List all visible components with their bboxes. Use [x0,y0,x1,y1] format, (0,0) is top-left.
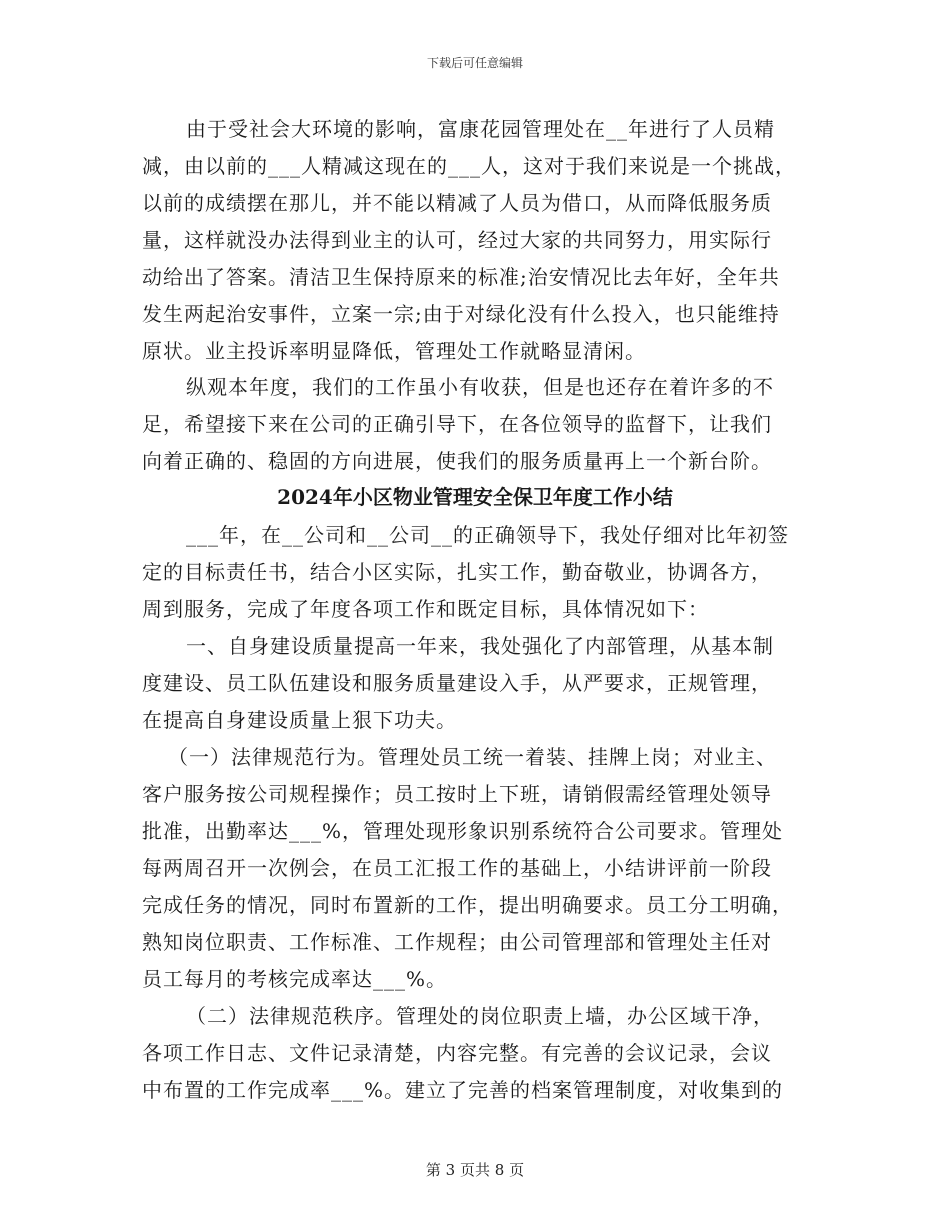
paragraph-line: 完成任务的情况，同时布置新的工作，提出明确要求。员工分工明确， [142,893,793,917]
section-title: 2024年小区物业管理安全保卫年度工作小结 [277,485,673,509]
paragraph-line: （一）法律规范行为。管理处员工统一着装、挂牌上岗；对业主、 [168,745,777,769]
paragraph-line: 原状。业主投诉率明显降低，管理处工作就略显清闲。 [142,339,646,363]
paragraph-line: 由于受社会大环境的影响，富康花园管理处在__年进行了人员精 [186,117,775,141]
paragraph-line: 每两周召开一次例会，在员工汇报工作的基础上，小结讲评前一阶段 [142,856,772,880]
paragraph-line: 以前的成绩摆在那儿，并不能以精减了人员为借口，从而降低服务质 [142,191,772,215]
paragraph-line: ___年，在__公司和__公司__的正确领导下，我处仔细对比年初签 [186,523,789,547]
paragraph-line: 批准，出勤率达___%，管理处现形象识别系统符合公司要求。管理处 [142,819,784,843]
paragraph-line: 向着正确的、稳固的方向进展，使我们的服务质量再上一个新台阶。 [142,449,772,473]
paragraph-line: 中布置的工作完成率___%。建立了完善的档案管理制度，对收集到的 [142,1078,784,1102]
page-footer: 第 3 页共 8 页 [425,1161,525,1179]
paragraph-line: 减，由以前的___人精减这现在的___人，这对于我们来说是一个挑战， [142,154,796,178]
paragraph-line: 在提高自身建设质量上狠下功夫。 [142,708,457,732]
paragraph-line: 一、自身建设质量提高一年来，我处强化了内部管理，从基本制 [186,634,774,658]
paragraph-line: 定的目标责任书，结合小区实际，扎实工作，勤奋敬业，协调各方， [142,560,772,584]
paragraph-line: 各项工作日志、文件记录清楚，内容完整。有完善的会议记录，会议 [142,1041,772,1065]
paragraph-line: 纵观本年度，我们的工作虽小有收获，但是也还存在着许多的不 [186,375,774,399]
paragraph-line: 员工每月的考核完成率达___%。 [142,967,448,991]
paragraph-line: 量，这样就没办法得到业主的认可，经过大家的共同努力，用实际行 [142,228,772,252]
paragraph-line: 动给出了答案。清洁卫生保持原来的标准;治安情况比去年好，全年共 [142,265,780,289]
paragraph-line: （二）法律规范秩序。管理处的岗位职责上墙，办公区域干净， [186,1004,774,1028]
paragraph-line: 足，希望接下来在公司的正确引导下，在各位领导的监督下，让我们 [142,412,772,436]
paragraph-line: 周到服务，完成了年度各项工作和既定目标，具体情况如下： [142,597,709,621]
paragraph-line: 发生两起治安事件，立案一宗;由于对绿化没有什么投入，也只能维持 [142,302,780,326]
paragraph-line: 熟知岗位职责、工作标准、工作规程；由公司管理部和管理处主任对 [142,930,772,954]
paragraph-line: 度建设、员工队伍建设和服务质量建设入手，从严要求，正规管理， [142,671,772,695]
paragraph-line: 客户服务按公司规程操作；员工按时上下班，请销假需经管理处领导 [142,782,772,806]
page-header: 下载后可任意编辑 [426,56,523,70]
